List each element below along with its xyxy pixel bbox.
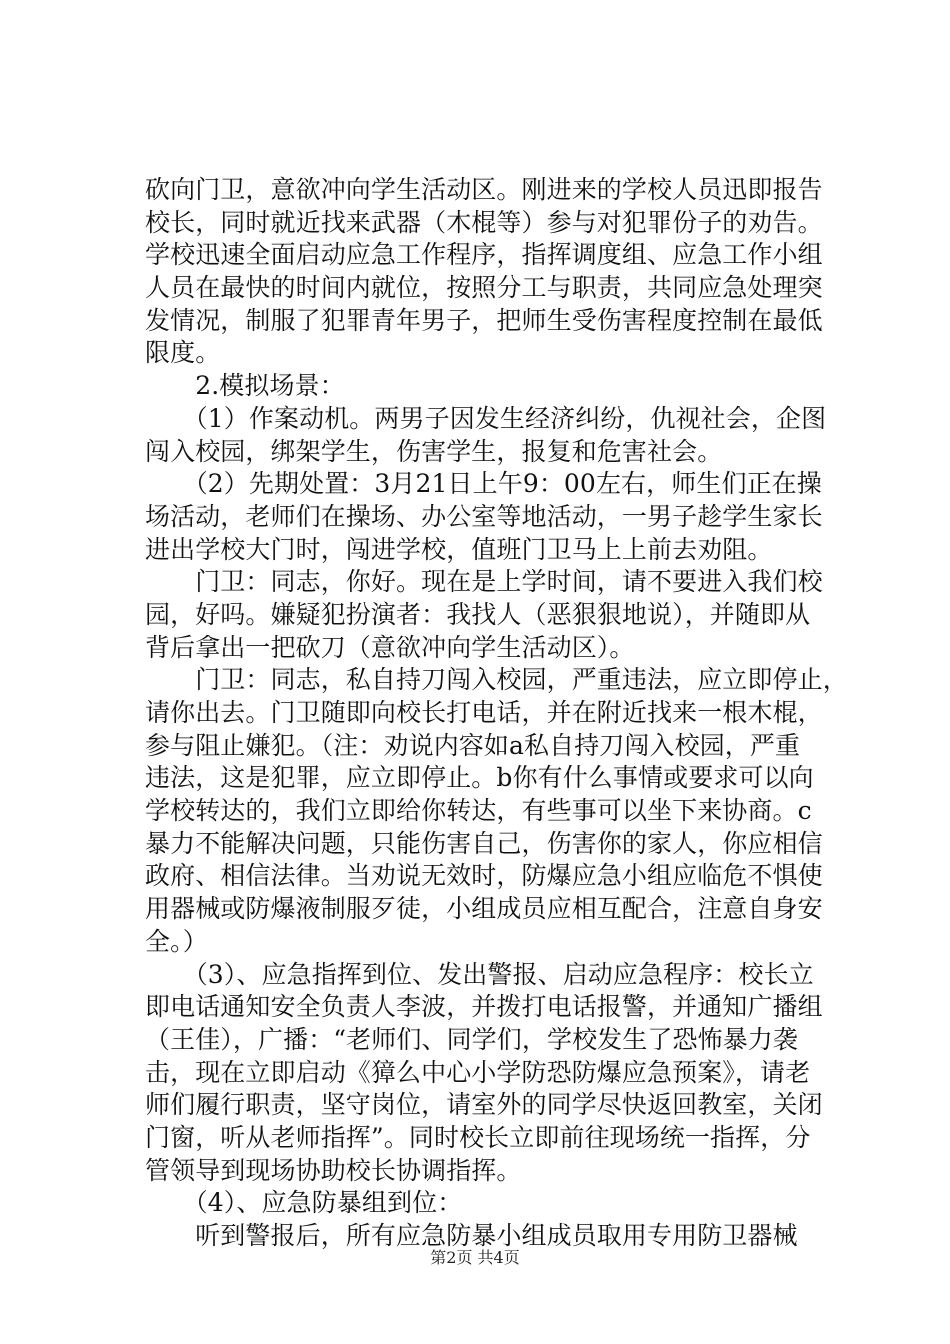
text-line: 进出学校大门时，闯进学校，值班门卫马上上前去劝阻。	[145, 534, 773, 564]
text-line: 学校转达的，我们立即给你转达，有些事可以坐下来协商。c	[145, 796, 812, 826]
text-line: 人员在最快的时间内就位，按照分工与职责，共同应急处理突	[145, 273, 823, 303]
text-line: 击，现在立即启动《獐么中心小学防恐防爆应急预案》，请老	[145, 1057, 811, 1087]
document-body	[145, 174, 848, 1253]
text-line: （王佳），广播：“老师们、同学们，学校发生了恐怖暴力袭	[145, 1024, 798, 1054]
text-line: 门卫：同志，你好。现在是上学时间，请不要进入我们校	[145, 567, 823, 597]
text-line: 校长，同时就近找来武器（木棍等）参与对犯罪份子的劝告。	[145, 207, 823, 237]
page-number-label: 第2页 共4页	[430, 1248, 520, 1267]
page-footer	[0, 1245, 950, 1268]
text-line: 限度。	[145, 338, 221, 368]
text-line: 背后拿出一把砍刀（意欲冲向学生活动区）。	[145, 632, 635, 662]
text-line: （4）、应急防暴组到位：	[145, 1188, 463, 1218]
text-line: 参与阻止嫌犯。（注：劝说内容如a私自持刀闯入校园，严重	[145, 730, 801, 760]
text-line: 砍向门卫，意欲冲向学生活动区。刚进来的学校人员迅即报告	[145, 175, 823, 204]
text-line: 全。）	[145, 926, 208, 956]
text-line: 违法，这是犯罪，应立即停止。b你有什么事情或要求可以向	[145, 763, 814, 793]
text-line: 园，好吗。嫌疑犯扮演者：我找人（恶狠狠地说），并随即从	[145, 599, 811, 629]
text-line: 2.模拟场景：	[145, 371, 345, 401]
text-line: 学校迅速全面启动应急工作程序，指挥调度组、应急工作小组	[145, 240, 823, 270]
text-line: 听到警报后，所有应急防暴小组成员取用专用防卫器械	[145, 1221, 798, 1250]
text-line: （1）作案动机。两男子因发生经济纠纷，仇视社会，企图	[145, 403, 827, 433]
text-line: 请你出去。门卫随即向校长打电话，并在附近找来一根木棍，	[145, 698, 823, 727]
text-line: 场活动，老师们在操场、办公室等地活动，一男子趁学生家长	[145, 501, 823, 531]
text-line: （3）、应急指挥到位、发出警报、启动应急程序：校长立	[145, 959, 814, 989]
text-line: 发情况，制服了犯罪青年男子，把师生受伤害程度控制在最低	[145, 305, 823, 335]
text-line: 政府、相信法律。当劝说无效时，防爆应急小组应临危不惧使	[145, 861, 823, 891]
text-line: 闯入校园，绑架学生，伤害学生，报复和危害社会。	[145, 436, 723, 466]
text-line: 即电话通知安全负责人李波，并拨打电话报警，并通知广播组	[145, 992, 823, 1022]
text-line: 师们履行职责，坚守岗位，请室外的同学尽快返回教室，关闭	[145, 1090, 823, 1120]
text-line: 管领导到现场协助校长协调指挥。	[145, 1155, 522, 1185]
text-line: 用器械或防爆液制服歹徒，小组成员应相互配合，注意自身安	[145, 894, 823, 924]
text-line: （2）先期处置：3月21日上午9：00左右，师生们正在操	[145, 469, 822, 499]
text-line: 门窗，听从老师指挥”。同时校长立即前往现场统一指挥，分	[145, 1122, 811, 1152]
text-line: 门卫：同志，私自持刀闯入校园，严重违法，应立即停止，	[145, 665, 848, 695]
text-line: 暴力不能解决问题，只能伤害自己，伤害你的家人，你应相信	[145, 828, 823, 858]
